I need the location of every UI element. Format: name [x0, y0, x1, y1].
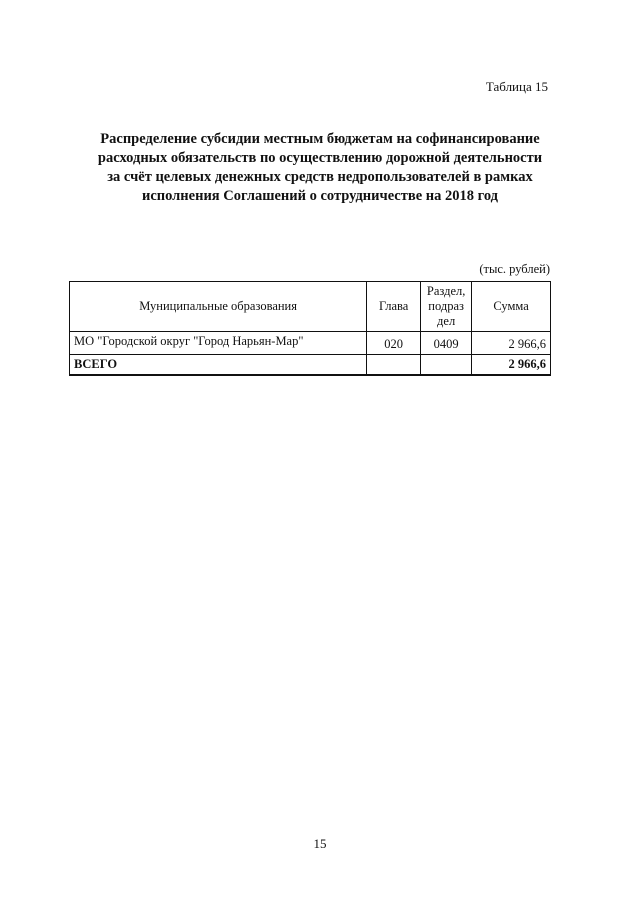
cell-amount: 2 966,6	[472, 332, 551, 355]
cell-section: 0409	[421, 332, 472, 355]
header-section-line-2: подраз	[428, 299, 464, 313]
header-section-line-1: Раздел,	[426, 284, 466, 298]
cell-head: 020	[367, 332, 421, 355]
header-municipality: Муниципальные образования	[70, 282, 367, 332]
document-title	[60, 130, 580, 206]
table-row	[70, 332, 551, 355]
header-section-line-3: дел	[437, 314, 456, 328]
title-line-1: Распределение субсидии местным бюджетам на софинансирование	[100, 131, 540, 147]
header-amount: Сумма	[472, 282, 551, 332]
header-section	[421, 282, 472, 332]
total-section	[421, 355, 472, 376]
cell-municipality: МО "Городской округ "Город Нарьян-Мар"	[70, 332, 367, 355]
units-note: (тыс. рублей)	[479, 262, 550, 276]
total-head	[367, 355, 421, 376]
total-amount: 2 966,6	[472, 355, 551, 376]
table-header-row	[70, 282, 551, 332]
title-line-4: исполнения Соглашений о сотрудничестве на 2018 год	[141, 188, 499, 204]
title-line-3: за счёт целевых денежных средств недропользователей в рамках	[107, 169, 533, 185]
header-head: Глава	[367, 282, 421, 332]
table-number-label: Таблица 15	[485, 79, 548, 94]
subsidy-table	[69, 281, 551, 376]
total-row	[70, 355, 551, 376]
title-line-2: расходных обязательств по осуществлению дорожной деятельности	[97, 150, 543, 166]
total-label: ВСЕГО	[70, 355, 367, 376]
page-number: 15	[313, 836, 327, 851]
